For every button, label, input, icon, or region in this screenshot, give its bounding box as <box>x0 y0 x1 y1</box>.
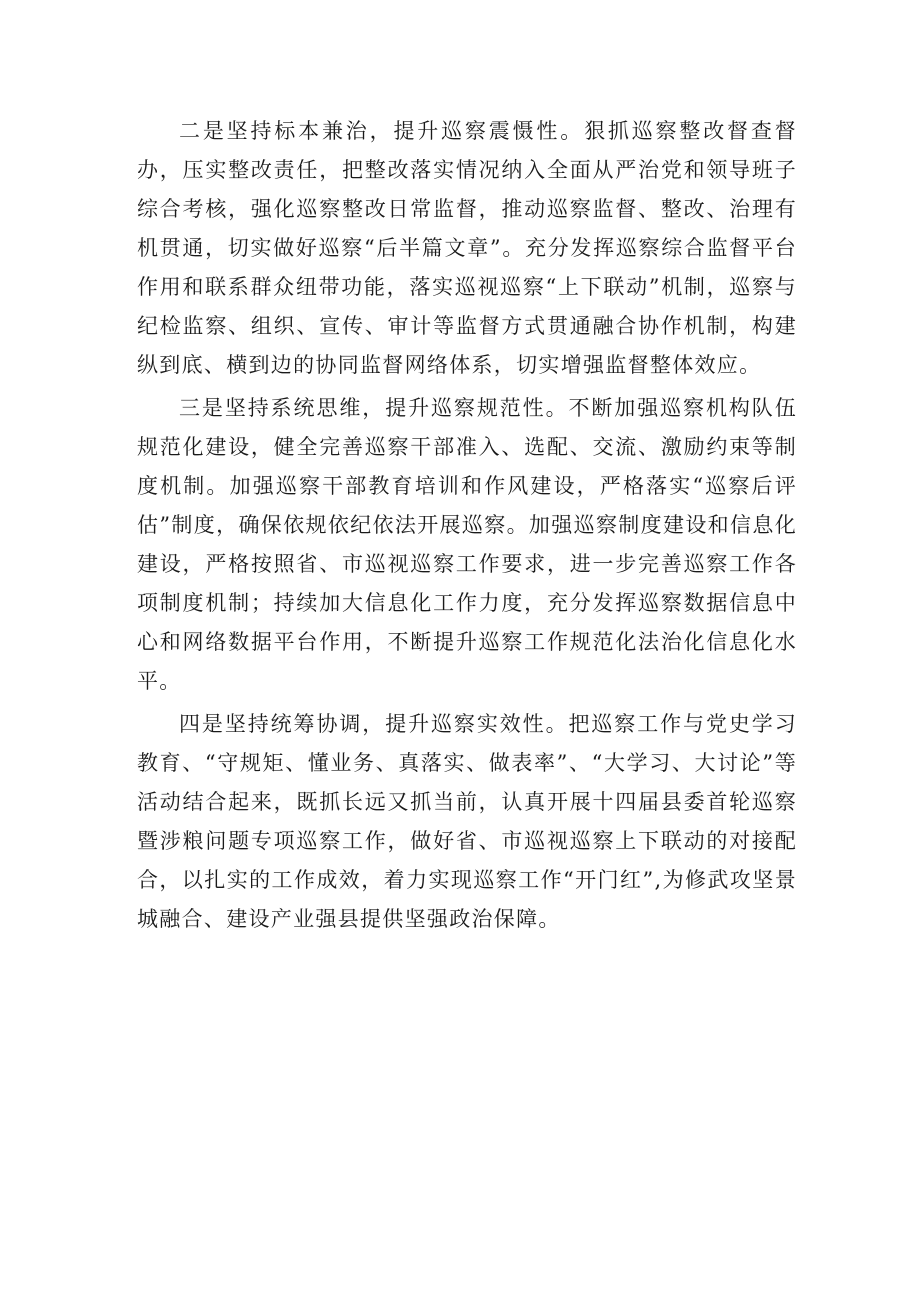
document-body <box>137 112 797 943</box>
paragraph-systematic-thinking: 三是坚持系统思维，提升巡察规范性。不断加强巡察机构队伍规范化建设，健全完善巡察干部准入、选配、交流、激励约束等制度机制。加强巡察干部教育培训和作风建设，严格落实“巡察后评估”制度，确保依规依纪依法开展巡察。加强巡察制度建设和信息化建设，严格按照省、市巡视巡察工作要求，进一步完善巡察工作各项制度机制；持续加大信息化工作力度，充分发挥巡察数据信息中心和网络数据平台作用，不断提升巡察工作规范化法治化信息化水平。 <box>137 396 797 693</box>
paragraph-overall-coordination: 四是坚持统筹协调，提升巡察实效性。把巡察工作与党史学习教育、“守规矩、懂业务、真落实、做表率”、“大学习、大讨论”等活动结合起来，既抓长远又抓当前，认真开展十四届县委首轮巡察暨涉粮问题专项巡察工作，做好省、市巡视巡察上下联动的对接配合，以扎实的工作成效，着力实现巡察工作“开门红”,为修武攻坚景城融合、建设产业强县提供坚强政治保障。 <box>137 712 797 931</box>
paragraph-standard-and-root: 二是坚持标本兼治，提升巡察震慑性。狠抓巡察整改督查督办，压实整改责任，把整改落实情况纳入全面从严治党和领导班子综合考核，强化巡察整改日常监督，推动巡察监督、整改、治理有机贯通，切实做好巡察“后半篇文章”。充分发挥巡察综合监督平台作用和联系群众纽带功能，落实巡视巡察“上下联动”机制，巡察与纪检监察、组织、宣传、审计等监督方式贯通融合协作机制，构建纵到底、横到边的协同监督网络体系，切实增强监督整体效应。 <box>137 119 797 377</box>
